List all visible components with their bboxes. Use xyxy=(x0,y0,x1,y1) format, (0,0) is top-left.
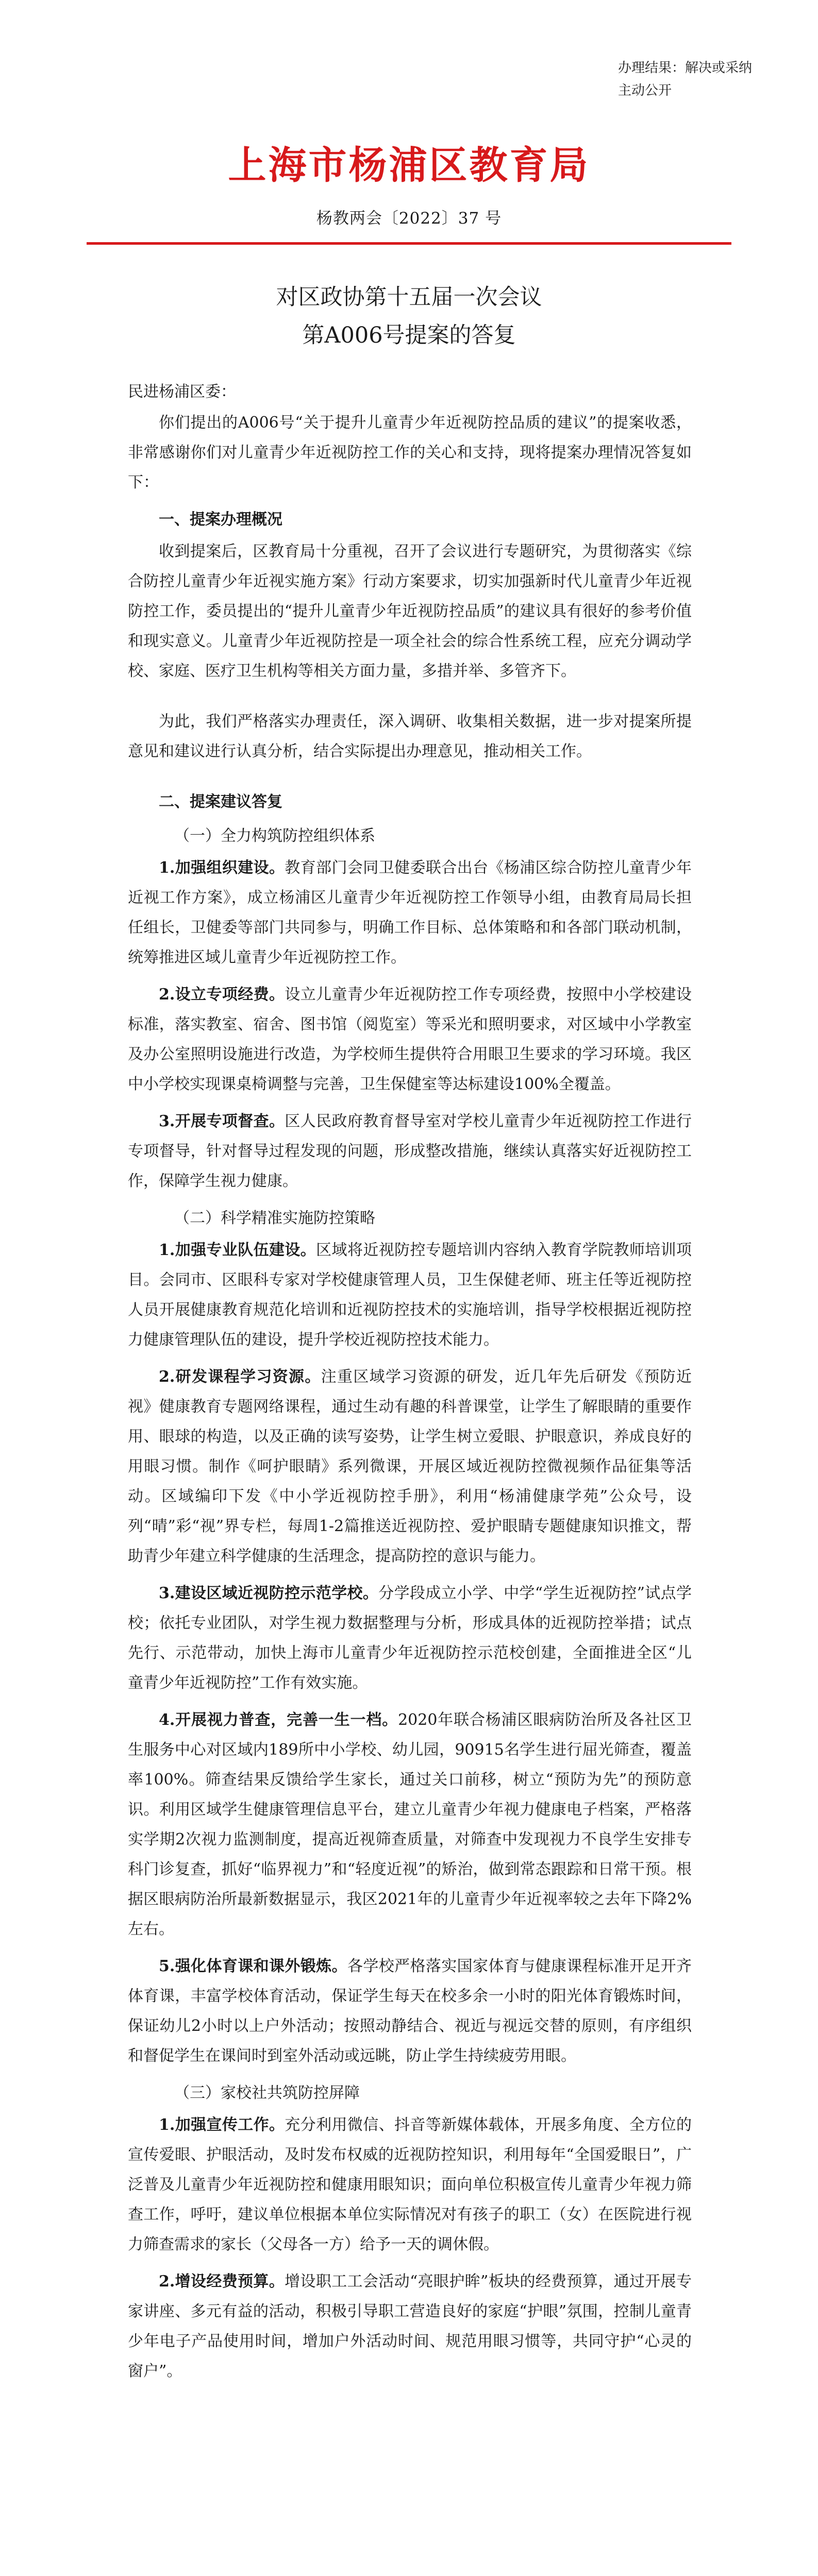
section-heading: 一、提案办理概况 xyxy=(159,511,282,529)
item-text: 注重区域学习资源的研发，近几年先后研发《预防近视》健康教育专题网络课程，通过生动有趣的科普课堂，让学生了解眼睛的重要作用、眼球的构造，以及正确的读写姿势，让学生树立爱眼、护眼意识，养成良好的用眼习惯。制作《呵护眼睛》系列微课，开展区域近视防控微视频作品征集等活动。区域编印下发《中小学近视防控手册》，利用“杨浦健康学苑”公众号，设列“晴”彩“视”界专栏，每周1-2篇推送近视防控、爱护眼睛专题健康知识推文，帮助青少年建立科学健康的生活理念，提高防控的意识与能力。 xyxy=(128,1368,692,1565)
disclosure-result: 办理结果：解决或采纳 xyxy=(617,60,752,76)
subsection-heading: （一）全力构筑防控组织体系 xyxy=(174,827,375,845)
item-title: 3.开展专项督查。 xyxy=(159,1112,285,1130)
disclosure-status xyxy=(618,57,752,102)
item-title: 1.加强组织建设。 xyxy=(159,859,285,877)
list-item xyxy=(128,1705,692,1944)
section-heading: 二、提案建议答复 xyxy=(159,793,282,811)
reply-title-line2: 第A006号提案的答复 xyxy=(302,323,516,348)
paragraph: 为此，我们严格落实办理责任，深入调研、收集相关数据，进一步对提案所提意见和建议进行认真分析，结合实际提出办理意见，推动相关工作。 xyxy=(128,713,692,760)
salutation: 民进杨浦区委： xyxy=(128,383,236,401)
item-text: 教育部门会同卫健委联合出台《杨浦区综合防控儿童青少年近视工作方案》，成立杨浦区儿童青少年近视防控工作领导小组，由教育局局长担任组长，卫健委等部门共同参与，明确工作目标、总体策略和和各部门联动机制，统筹推进区域儿童青少年近视防控工作。 xyxy=(128,859,692,967)
item-text: 区域将近视防控专题培训内容纳入教育学院教师培训项目。会同市、区眼科专家对学校健康管理人员，卫生保健老师、班主任等近视防控人员开展健康教育规范化培训和近视防控技术的实施培训，指导学校根据近视防控力健康管理队伍的建设，提升学校近视防控技术能力。 xyxy=(128,1241,692,1349)
letterhead-red-rule xyxy=(87,242,731,245)
list-item xyxy=(128,1107,692,1196)
item-title: 2.研发课程学习资源。 xyxy=(159,1368,321,1386)
subsection-heading: （三）家校社共筑防控屏障 xyxy=(174,2084,360,2102)
document-number: 杨教两会〔2022〕37 号 xyxy=(316,209,502,228)
document-body xyxy=(128,377,692,2394)
item-text: 2020年联合杨浦区眼病防治所及各社区卫生服务中心对区域内189所中小学校、幼儿园，90915名学生进行屈光筛查，覆盖率100%。筛查结果反馈给学生家长，通过关口前移，树立“预防为先”的预防意识。利用区域学生健康管理信息平台，建立儿童青少年视力健康电子档案，严格落实学期2次视力监测制度，提高近视筛查质量，对筛查中发现视力不良学生安排专科门诊复查，抓好“临界视力”和“轻度近视”的矫治，做到常态跟踪和日常干预。根据区眼病防治所最新数据显示，我区2021年的儿童青少年近视率较之去年下降2%左右。 xyxy=(128,1711,692,1938)
intro-paragraph: 你们提出的A006号“关于提升儿童青少年近视防控品质的建议”的提案收悉，非常感谢你们对儿童青少年近视防控工作的关心和支持，现将提案办理情况答复如下： xyxy=(128,414,692,492)
reply-title-line1: 对区政协第十五届一次会议 xyxy=(276,284,542,310)
item-title: 3.建设区域近视防控示范学校。 xyxy=(159,1584,379,1602)
item-title: 2.设立专项经费。 xyxy=(159,986,285,1004)
item-title: 2.增设经费预算。 xyxy=(159,2273,285,2291)
disclosure-type: 主动公开 xyxy=(617,83,672,98)
reply-title xyxy=(0,278,818,354)
list-item xyxy=(128,1235,692,1355)
item-text: 设立儿童青少年近视防控工作专项经费，按照中小学校建设标准，落实教室、宿舍、图书馆（阅览室）等采光和照明要求，对区域中小学教室及办公室照明设施进行改造，为学校师生提供符合用眼卫生要求的学习环境。我区中小学校实现课桌椅调整与完善，卫生保健室等达标建设100%全覆盖。 xyxy=(128,986,692,1093)
item-text: 区人民政府教育督导室对学校儿童青少年近视防控工作进行专项督导，针对督导过程发现的问题，形成整改措施，继续认真落实好近视防控工作，保障学生视力健康。 xyxy=(128,1112,692,1190)
list-item xyxy=(128,1952,692,2071)
item-text: 各学校严格落实国家体育与健康课程标准开足开齐体育课，丰富学校体育活动，保证学生每天在校多余一小时的阳光体育锻炼时间，保证幼儿2小时以上户外活动；按照动静结合、视近与视远交替的原则，有序组织和督促学生在课间时到室外活动或远眺，防止学生持续疲劳用眼。 xyxy=(128,1957,692,2065)
list-item xyxy=(128,1579,692,1698)
item-title: 1.加强专业队伍建设。 xyxy=(159,1241,316,1259)
list-item xyxy=(128,2267,692,2386)
item-text: 分学段成立小学、中学“学生近视防控”试点学校；依托专业团队，对学生视力数据整理与分析，形成具体的近视防控举措；试点先行、示范带动，加快上海市儿童青少年近视防控示范校创建，全面推进全区“儿童青少年近视防控”工作有效实施。 xyxy=(128,1584,692,1692)
list-item xyxy=(128,1362,692,1571)
list-item xyxy=(128,853,692,973)
letterhead-bureau: 上海市杨浦区教育局 xyxy=(228,143,590,188)
subsection-heading: （二）科学精准实施防控策略 xyxy=(174,1209,375,1227)
list-item xyxy=(128,980,692,1099)
item-title: 1.加强宣传工作。 xyxy=(159,2116,285,2134)
item-text: 充分利用微信、抖音等新媒体载体，开展多角度、全方位的宣传爱眼、护眼活动，及时发布权威的近视防控知识，利用每年“全国爱眼日”，广泛普及儿童青少年近视防控和健康用眼知识；面向单位积极宣传儿童青少年视力筛查工作，呼吁，建议单位根据本单位实际情况对有孩子的职工（女）在医院进行视力筛查需求的家长（父母各一方）给予一天的调休假。 xyxy=(128,2116,692,2253)
item-text: 增设职工工会活动“亮眼护眸”板块的经费预算，通过开展专家讲座、多元有益的活动，积极引导职工营造良好的家庭“护眼”氛围，控制儿童青少年电子产品使用时间，增加户外活动时间、规范用眼习惯等，共同守护“心灵的窗户”。 xyxy=(128,2273,692,2380)
item-title: 4.开展视力普查，完善一生一档。 xyxy=(159,1711,398,1729)
list-item xyxy=(128,2110,692,2260)
paragraph: 收到提案后，区教育局十分重视，召开了会议进行专题研究，为贯彻落实《综合防控儿童青少年近视实施方案》行动方案要求，切实加强新时代儿童青少年近视防控工作，委员提出的“提升儿童青少年近视防控品质”的建议具有很好的参考价值和现实意义。儿童青少年近视防控是一项全社会的综合性系统工程，应充分调动学校、家庭、医疗卫生机构等相关方面力量，多措并举、多管齐下。 xyxy=(128,543,692,680)
item-title: 5.强化体育课和课外锻炼。 xyxy=(159,1957,347,1975)
